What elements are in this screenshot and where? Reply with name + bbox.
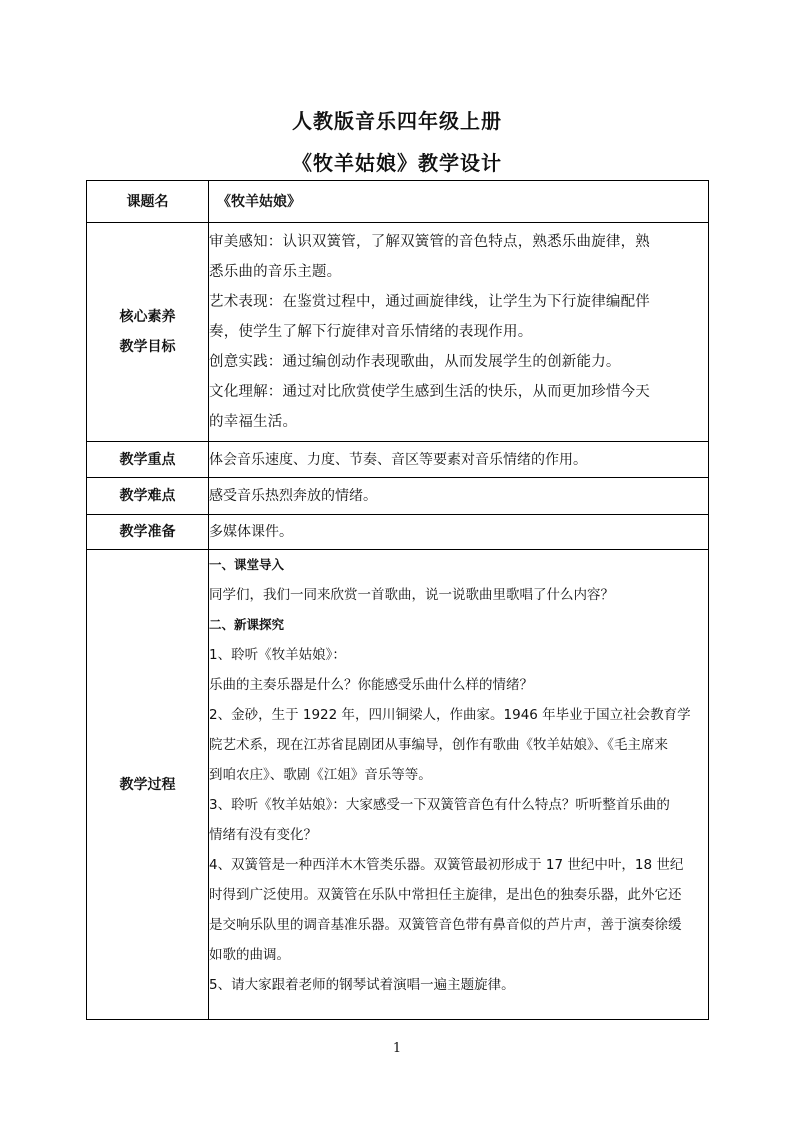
goals-label	[87, 223, 209, 442]
goal-line: 悉乐曲的音乐主题。	[209, 264, 342, 280]
process-section-heading: 一、课堂导入	[209, 557, 285, 572]
document-subtitle: 《牧羊姑娘》教学设计	[292, 151, 502, 175]
process-section-heading: 二、新课探究	[209, 617, 285, 632]
key-points-value: 体会音乐速度、力度、节奏、音区等要素对音乐情绪的作用。	[209, 442, 709, 478]
process-line: 情绪有没有变化？	[209, 827, 317, 843]
table-row-topic	[87, 181, 709, 223]
goal-line: 创意实践：通过编创动作表现歌曲，从而发展学生的创新能力。	[209, 354, 621, 370]
table-row-preparation	[87, 515, 709, 550]
preparation-value: 多媒体课件。	[209, 515, 709, 550]
key-points-label: 教学重点	[87, 442, 209, 478]
goal-line: 的幸福生活。	[209, 414, 298, 430]
preparation-label: 教学准备	[87, 515, 209, 550]
table-row-goals	[87, 223, 709, 442]
goal-line: 审美感知：认识双簧管，了解双簧管的音色特点，熟悉乐曲旋律，熟	[209, 234, 650, 250]
process-line: 院艺术系，现在江苏省昆剧团从事编导，创作有歌曲《牧羊姑娘》、《毛主席来	[209, 737, 668, 753]
process-line: 是交响乐队里的调音基准乐器。双簧管音色带有鼻音似的芦片声，善于演奏徐缓	[209, 917, 682, 933]
table-row-key-points	[87, 442, 709, 478]
difficulties-value: 感受音乐热烈奔放的情绪。	[209, 478, 709, 515]
goals-value	[209, 223, 709, 442]
process-line: 5、请大家跟着老师的钢琴试着演唱一遍主题旋律。	[209, 977, 515, 993]
process-line: 同学们，我们一同来欣赏一首歌曲，说一说歌曲里歌唱了什么内容？	[209, 587, 614, 603]
difficulties-label: 教学难点	[87, 478, 209, 515]
goals-label-line2: 教学目标	[119, 339, 176, 355]
page-number: 1	[392, 1041, 402, 1056]
goals-label-line1: 核心素养	[119, 309, 176, 325]
topic-label: 课题名	[87, 181, 209, 223]
process-line: 如歌的曲调。	[209, 947, 290, 963]
goal-line: 艺术表现：在鉴赏过程中，通过画旋律线，让学生为下行旋律编配伴	[209, 294, 650, 310]
table-row-process	[87, 550, 709, 1020]
process-line: 4、双簧管是一种西洋木木管类乐器。双簧管最初形成于 17 世纪中叶，18 世纪	[209, 857, 684, 873]
process-line: 2、金砂，生于 1922 年，四川铜梁人，作曲家。1946 年毕业于国立社会教育学	[209, 707, 691, 723]
document-title: 人教版音乐四年级上册	[292, 109, 502, 133]
process-line: 乐曲的主奏乐器是什么？你能感受乐曲什么样的情绪？	[209, 677, 533, 693]
lesson-plan-table	[86, 180, 709, 1020]
process-label: 教学过程	[87, 550, 209, 1020]
process-line: 3、聆听《牧羊姑娘》：大家感受一下双簧管音色有什么特点？听听整首乐曲的	[209, 797, 670, 813]
process-line: 到咱农庄》、歌剧《江姐》音乐等等。	[209, 767, 432, 783]
process-value	[209, 550, 709, 1020]
table-row-difficulties	[87, 478, 709, 515]
goal-line: 文化理解：通过对比欣赏使学生感到生活的快乐，从而更加珍惜今天	[209, 384, 650, 400]
process-line: 时得到广泛使用。双簧管在乐队中常担任主旋律，是出色的独奏乐器，此外它还	[209, 887, 682, 903]
goal-line: 奏，使学生了解下行旋律对音乐情绪的表现作用。	[209, 324, 533, 340]
process-line: 1、聆听《牧羊姑娘》：	[209, 647, 346, 663]
topic-value: 《牧羊姑娘》	[209, 181, 709, 223]
